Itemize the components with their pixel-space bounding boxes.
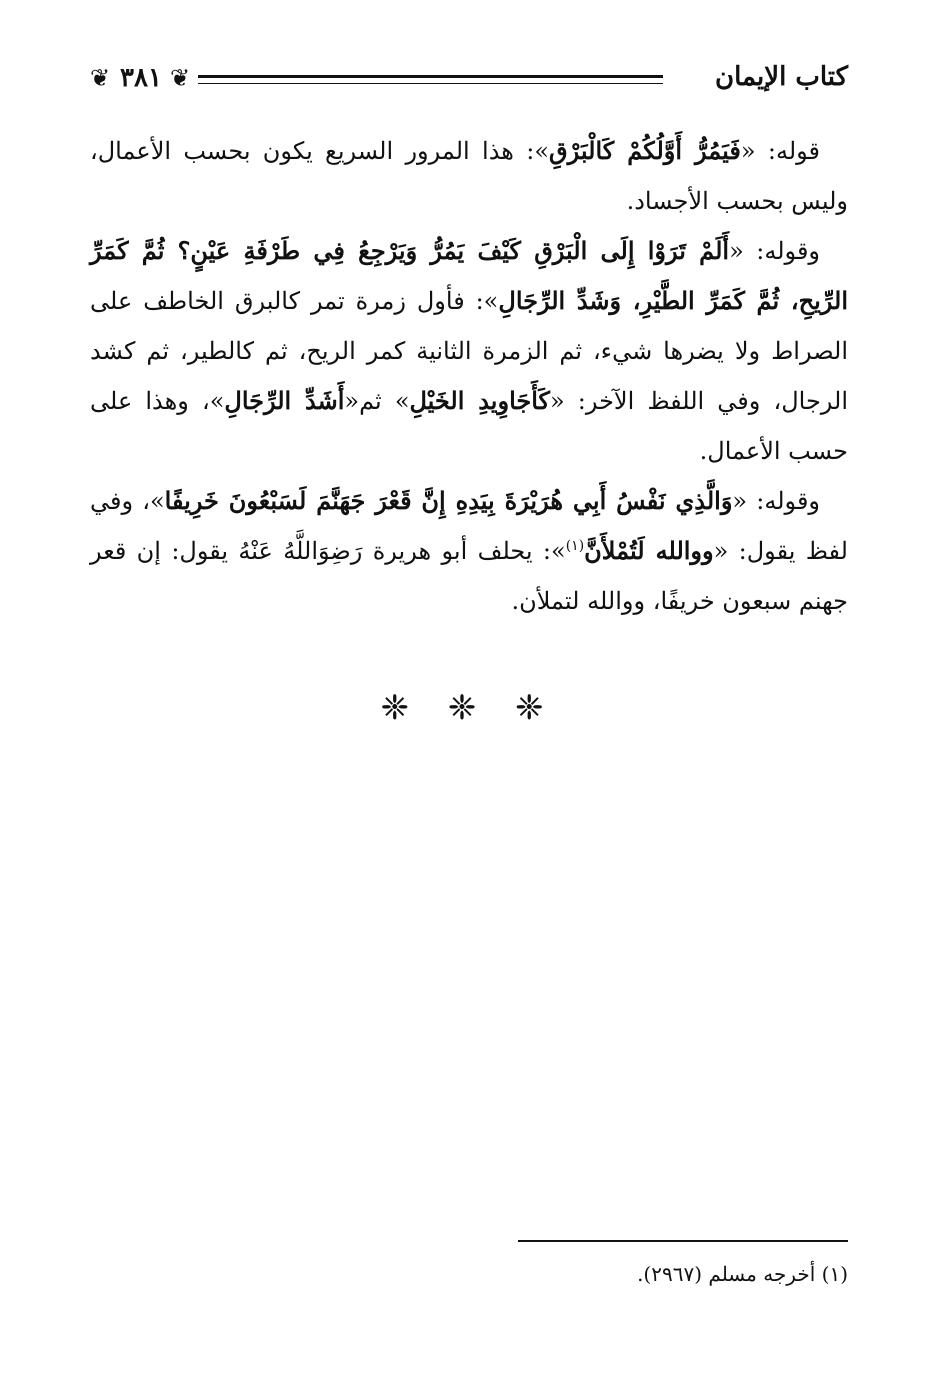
footnote-reference: (١): [565, 538, 585, 554]
paragraph-1-intro: قوله: «: [740, 137, 820, 165]
paragraph-2: [90, 226, 848, 476]
main-text: [90, 126, 848, 626]
paragraph-1-rest: »: هذا المرور السريع يكون بحسب الأعمال، وليس بحسب الأجساد.: [90, 137, 848, 215]
paragraph-3-end: »: يحلف أبو هريرة رَضِوَاللَّهُ عَنْهُ يقول: إن قعر جهنم سبعون خريفًا، ووالله لتملأن.: [90, 537, 848, 615]
paragraph-3-rest: »، وفي لفظ يقول: «: [90, 487, 848, 565]
paragraph-2-quote-3: أَشَدِّ الرِّجَالِ: [224, 386, 345, 415]
page-number: ٣٨١: [120, 63, 162, 93]
paragraph-1: [90, 126, 848, 226]
paragraph-3-quote: وَالَّذِي نَفْسُ أَبِي هُرَيْرَةَ بِيَدِهِ إِنَّ قَعْرَ جَهَنَّمَ لَسَبْعُونَ خَرِيفًا: [164, 486, 733, 515]
right-ornament-icon: ❦: [170, 64, 191, 92]
page-number-ornament: [90, 58, 192, 98]
paragraph-2-intro: وقوله: «: [729, 237, 821, 265]
paragraph-1-quote: فَيَمُرُّ أَوَّلُكُمْ كَالْبَرْقِ: [549, 136, 741, 165]
paragraph-3-quote-2: ووالله لَتُمْلأَنَّ: [584, 536, 714, 565]
footnote-rule: [518, 1240, 848, 1242]
left-ornament-icon: ❦: [90, 64, 111, 92]
paragraph-3-intro: وقوله: «: [732, 487, 821, 515]
chapter-title: كتاب الإيمان: [714, 62, 848, 92]
page-header: [90, 58, 848, 100]
paragraph-2-quote: أَلَمْ تَرَوْا إِلَى الْبَرْقِ كَيْفَ يَمُرُّ وَيَرْجِعُ فِي طَرْفَةِ عَيْنٍ؟ ثُمَّ كَمَرِّ الرِّيحِ، ثُمَّ كَمَرِّ الطَّيْرِ، وَشَدِّ الرِّجَالِ: [90, 236, 848, 315]
paragraph-2-end: »، وهذا على حسب الأعمال.: [90, 387, 848, 465]
paragraph-2-quote-2: كَأَجَاوِيدِ الخَيْلِ: [409, 386, 550, 415]
paragraph-3: [90, 476, 848, 626]
header-rule: [198, 75, 663, 84]
section-divider: ❈ ❈ ❈: [380, 688, 558, 728]
paragraph-2-rest: »: فأول زمرة تمر كالبرق الخاطف على الصراط ولا يضرها شيء، ثم الزمرة الثانية كمر الريح، ثم كالطير، ثم كشد الرجال، وفي اللفظ الآخر: «: [90, 287, 848, 415]
paragraph-2-mid: » ثم«: [344, 387, 410, 415]
footnote: (١) أخرجه مسلم (٢٩٦٧).: [637, 1262, 848, 1286]
